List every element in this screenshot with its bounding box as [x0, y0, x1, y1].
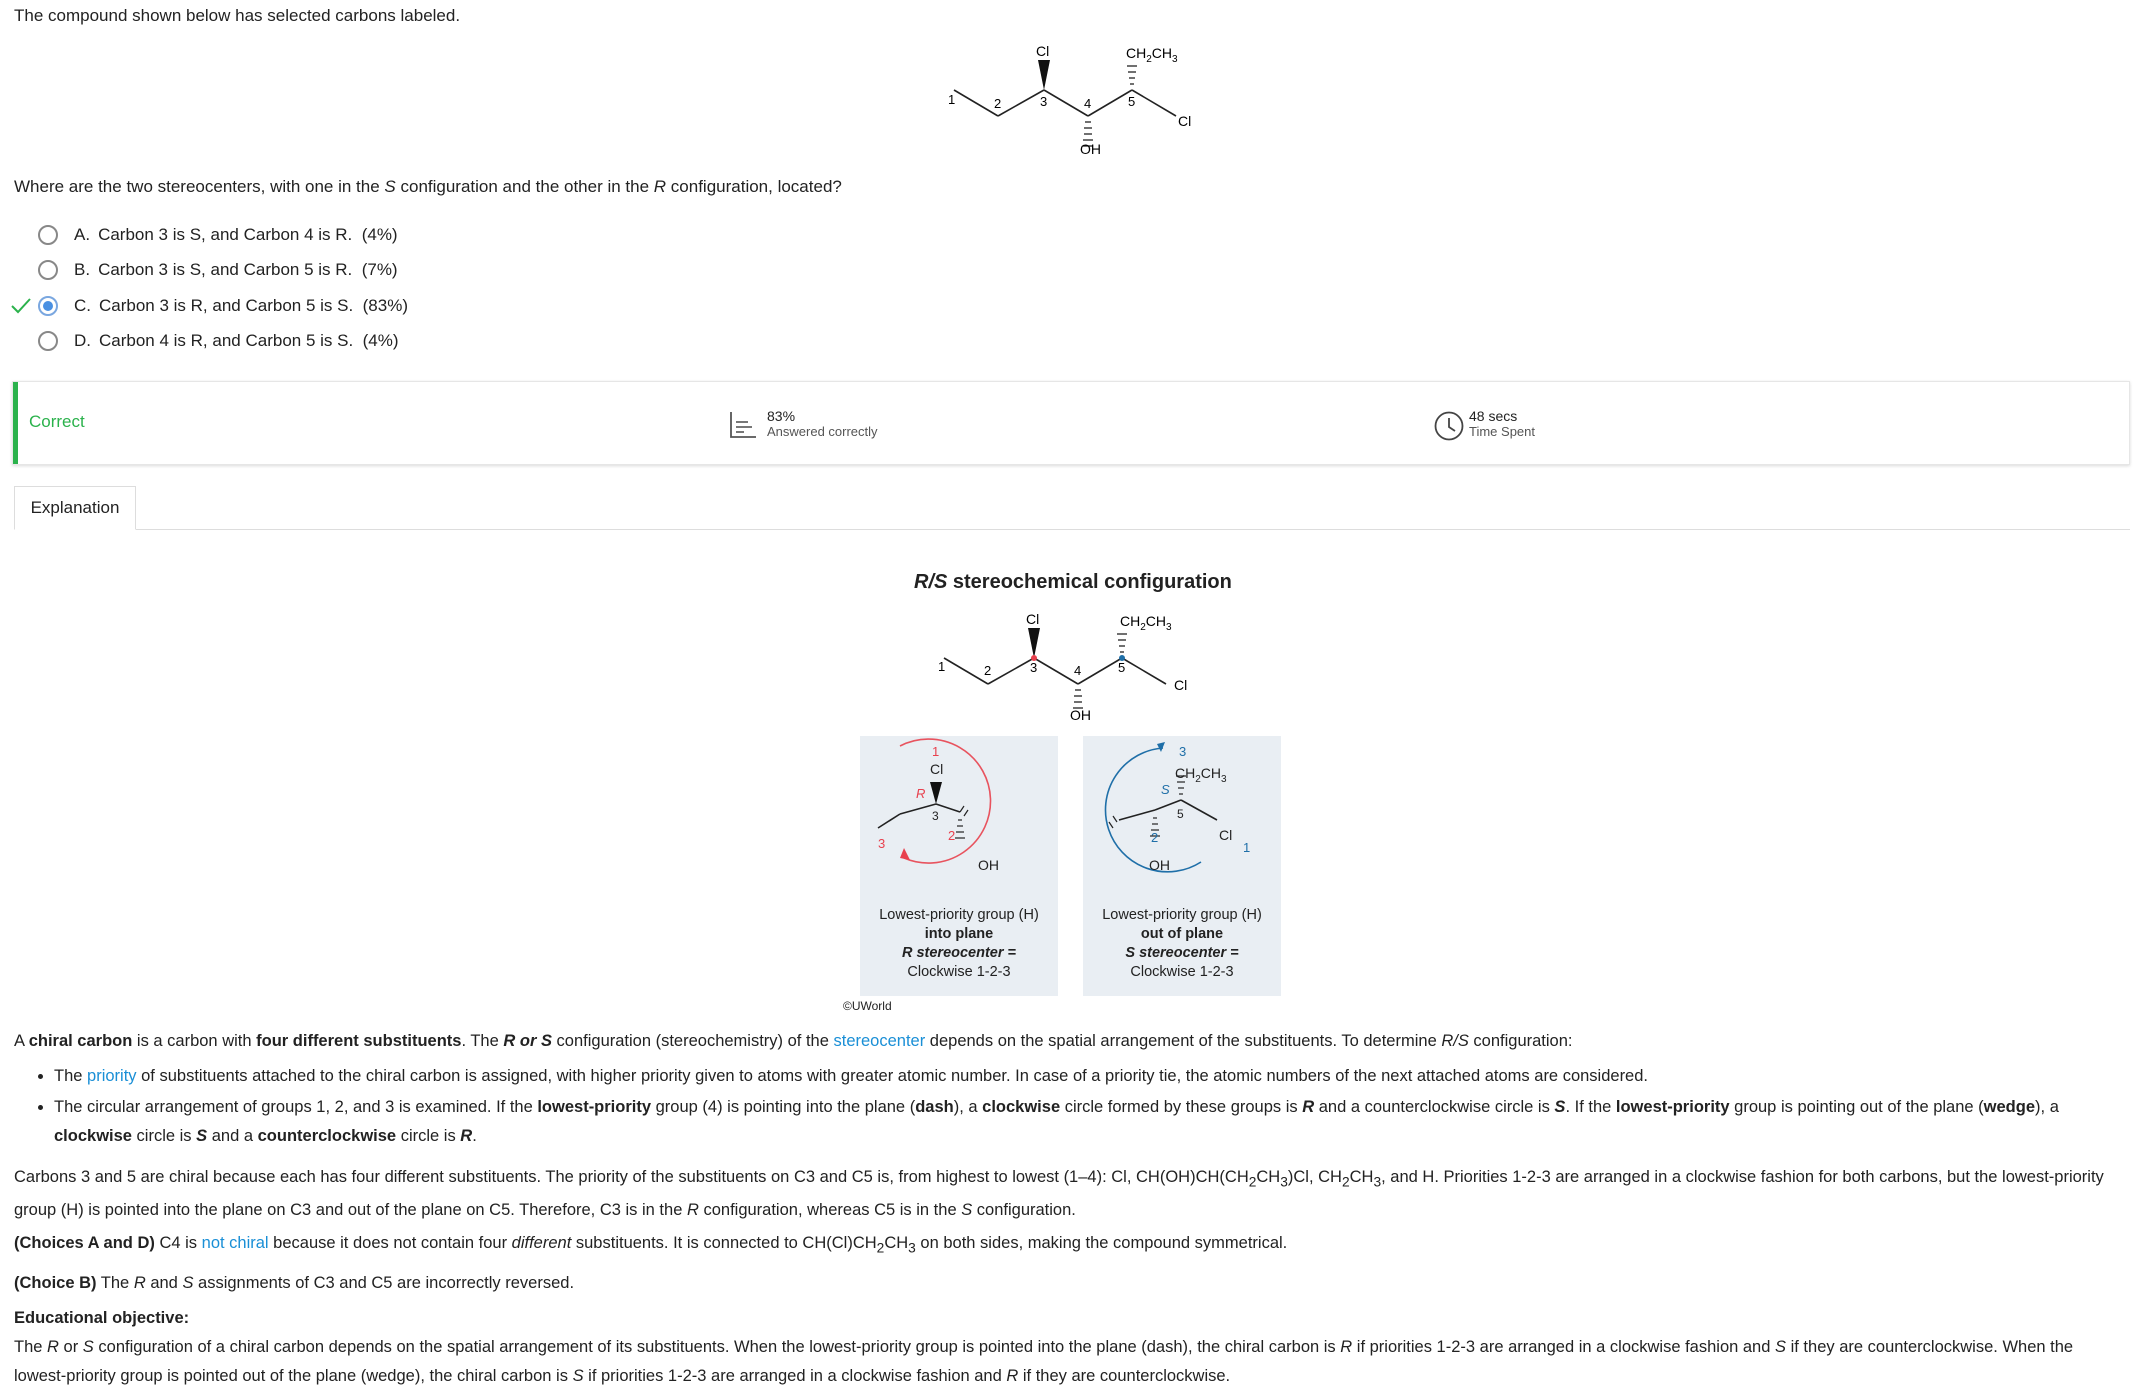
stereocenter-link[interactable]: stereocenter: [833, 1032, 926, 1050]
svg-text:R: R: [916, 786, 926, 801]
hydroxyl-label: OH: [1070, 707, 1091, 723]
r-config-diagram: [860, 736, 1058, 876]
s-config-caption: Lowest-priority group (H) out of plane S stereocenter = Clockwise 1-2-3: [1102, 907, 1262, 980]
question-intro: The compound shown below has selected carbons labeled.: [14, 6, 461, 25]
carbon-label-4: 4: [1074, 663, 1082, 678]
wedge-bond: [1038, 60, 1050, 90]
choice-b[interactable]: B. Carbon 3 is S, and Carbon 5 is R. (7%): [38, 257, 398, 283]
radio-button-selected[interactable]: [38, 296, 58, 316]
explanation-paragraph: (Choice B) The R and S assignments of C3 and C5 are incorrectly reversed.: [14, 1273, 575, 1292]
question-molecule: [940, 44, 1220, 164]
result-bar: [12, 381, 2130, 465]
r-config-caption: Lowest-priority group (H) into plane R stereocenter = Clockwise 1-2-3: [879, 907, 1039, 980]
carbon-label-5: 5: [1128, 94, 1136, 109]
carbon-label-2: 2: [984, 663, 992, 678]
answered-pct: 83%: [767, 408, 796, 424]
choice-a[interactable]: A. Carbon 3 is S, and Carbon 4 is R. (4%): [38, 222, 398, 248]
carbon-label-3: 3: [1040, 94, 1048, 109]
priority-link[interactable]: priority: [87, 1067, 137, 1085]
carbon-label-4: 4: [1084, 96, 1092, 111]
carbon-label-1: 1: [938, 659, 946, 674]
radio-button[interactable]: [38, 260, 58, 280]
ethyl-label: $CH_2CH_3$: [1120, 613, 1172, 633]
figure-molecule: [930, 612, 1210, 728]
list-item: • The priority of substituents attached to the chiral carbon is assigned, with higher priority given to atoms with greater atomic number. In case of a priority tie, the atomic numbers of the next attached atoms are considered.: [54, 1062, 2124, 1091]
carbon-label-5: 5: [1118, 660, 1126, 675]
question-prompt: Where are the two stereocenters, with one in the S configuration and the other in the R configuration, located?: [14, 177, 842, 196]
chlorine-label: Cl: [1026, 612, 1040, 627]
result-status: Correct: [29, 412, 85, 431]
svg-text:OH: OH: [978, 857, 999, 873]
ethyl-label: $CH_2CH_3$: [1175, 765, 1227, 785]
copyright-credit: ©UWorld: [843, 999, 892, 1013]
radio-button[interactable]: [38, 225, 58, 245]
explanation-paragraph: A chiral carbon is a carbon with four different substituents. The R or S configuration (stereochemistry) of the stereocenter depends on the spatial arrangement of the substituents. To determine R/S configuration:: [14, 1032, 1573, 1050]
svg-text:3: 3: [1179, 744, 1187, 759]
result-accent: [13, 382, 18, 464]
svg-text:5: 5: [1177, 807, 1184, 821]
time-value: 48 secs: [1469, 408, 1518, 424]
stats-chart-icon: [728, 410, 758, 440]
carbon-label-2: 2: [994, 96, 1002, 111]
svg-text:1: 1: [1243, 840, 1251, 855]
chlorine-label: Cl: [1036, 44, 1050, 59]
choice-d[interactable]: D. Carbon 4 is R, and Carbon 5 is S. (4%): [38, 328, 399, 354]
correct-check-icon: [10, 296, 32, 316]
explanation-paragraph: (Choices A and D) C4 is not chiral because it does not contain four different substituents. It is connected to $CH(Cl)CH_2CH_3$ on both sides, making the compound symmetrical.: [14, 1234, 1288, 1256]
choice-c[interactable]: C. Carbon 3 is R, and Carbon 5 is S. (83%): [38, 293, 408, 319]
chlorine-label: Cl: [1174, 677, 1188, 693]
s-config-diagram: [1083, 736, 1281, 876]
svg-text:Cl: Cl: [1219, 827, 1233, 843]
tab-divider: [14, 529, 2130, 530]
chlorine-label: Cl: [1178, 113, 1192, 129]
svg-text:2: 2: [948, 828, 956, 843]
svg-text:1: 1: [932, 744, 940, 759]
explanation-paragraph: Carbons 3 and 5 are chiral because each has four different substituents. The priority of the substituents on C3 and C5 is, from highest to lowest (1–4): Cl, $CH(OH)CH(CH_2CH_3)Cl$, $CH_2CH_3$, and H. Priorities 1-2-3 are arranged in a clockwise fashion for both carbons, but the lowest-priority group (H) is pointed into the plane on C3 and out of the plane on C5. Therefore, C3 is in the R configuration, whereas C5 is in the S configuration.: [14, 1168, 2104, 1220]
hydroxyl-label: OH: [1080, 141, 1101, 157]
svg-text:S: S: [1161, 782, 1170, 797]
svg-text:2: 2: [1151, 830, 1159, 845]
clock-icon: [1433, 410, 1465, 442]
ethyl-label: $CH_2CH_3$: [1126, 45, 1178, 65]
svg-text:Cl: Cl: [930, 761, 944, 777]
radio-button[interactable]: [38, 331, 58, 351]
answered-label: Answered correctly: [767, 424, 878, 439]
svg-text:3: 3: [878, 836, 886, 851]
svg-text:3: 3: [932, 809, 939, 823]
carbon-label-3: 3: [1030, 660, 1038, 675]
list-item: • The circular arrangement of groups 1, 2, and 3 is examined. If the lowest-priority group (4) is pointing into the plane (dash), a clockwise circle formed by these groups is R and a counterclockwise circle is S. If the lowest-priority group is pointing out of the plane (wedge), a clockwise circle is S and a counterclockwise circle is R.: [54, 1093, 2124, 1151]
carbon-label-1: 1: [948, 92, 956, 107]
figure-title: R/S stereochemical configuration: [914, 571, 1232, 593]
explanation-body: [14, 1027, 2124, 1391]
objective-text: The R or S configuration of a chiral carbon depends on the spatial arrangement of its substituents. When the lowest-priority group is pointed into the plane (dash), the chiral carbon is R if priorities 1-2-3 are arranged in a clockwise fashion and S if they are counterclockwise. When the lowest-priority group is pointed out of the plane (wedge), the chiral carbon is S if priorities 1-2-3 are arranged in a clockwise fashion and R if they are counterclockwise.: [14, 1337, 2074, 1385]
tab-explanation[interactable]: Explanation: [14, 486, 136, 530]
not-chiral-link[interactable]: not chiral: [201, 1234, 269, 1253]
svg-text:OH: OH: [1149, 857, 1170, 873]
objective-heading: Educational objective:: [14, 1308, 190, 1327]
time-label: Time Spent: [1469, 424, 1535, 439]
